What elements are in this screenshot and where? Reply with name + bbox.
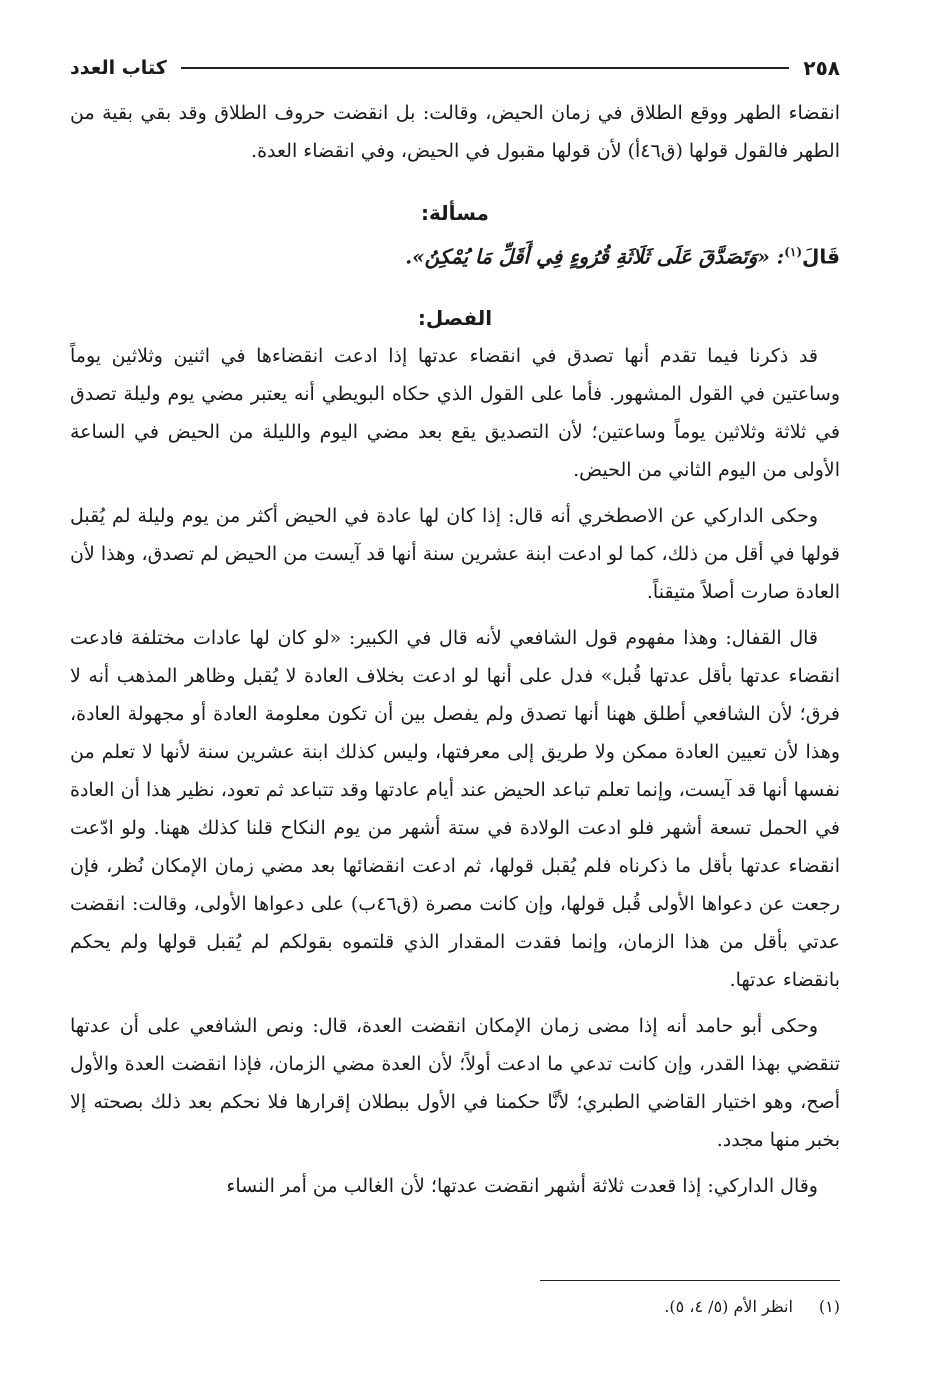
footnote-reference[interactable]: (١): [784, 245, 803, 259]
footnote-text: انظر الأم (٥/ ٤، ٥).: [664, 1297, 793, 1316]
paragraph: قد ذكرنا فيما تقدم أنها تصدق في انقضاء عدتها إذا ادعت انقضاءها في اثنين وثلاثين يوماً وساعتين في القول المشهور. فأما على القول الذي حكاه البويطي أنه يعتبر مضي يوم وليلة تصدق في ثلاثة وثلاثين يوماً وساعتين؛ لأن التصديق يقع بعد مضي اليوم والليلة من الحيض في الساعة الأولى من اليوم الثاني من الحيض.: [70, 344, 840, 481]
quoted-ruling: [70, 232, 840, 277]
paragraph-continuation: انقضاء الطهر ووقع الطلاق في زمان الحيض، وقالت: بل انقضت حروف الطلاق وقد بقي بقية من الطهر فالقول قولها (ق٤٦أ) لأن قولها مقبول في الحيض، وفي انقضاء العدة.: [70, 102, 840, 162]
paragraph: وحكى أبو حامد أنه إذا مضى زمان الإمكان انقضت العدة، قال: ونص الشافعي على أن عدتها تنقضي بهذا القدر، وإن كانت تدعي ما ادعت أولاً؛ لأن العدة مضي الزمان، فإذا انقضت العدة والأول أصح، وهو اختيار القاضي الطبري؛ لأنَّا حكمنا في الأول ببطلان إقرارها فلا نحكم بعد ذلك بصحته إلا بخبر منها مجدد.: [70, 1014, 840, 1151]
book-page: [70, 48, 840, 1358]
running-header: [70, 48, 840, 88]
masala-heading: مسألة:: [421, 201, 489, 225]
footnote-rule: [540, 1280, 840, 1281]
paragraph: قال القفال: وهذا مفهوم قول الشافعي لأنه قال في الكبير: «لو كان لها عادات مختلفة فادعت انقضاء عدتها بأقل عدتها قُبل» فدل على أنها لو ادعت بخلاف العادة لا يُقبل وظاهر المذهب أنه لا فرق؛ لأن الشافعي أطلق ههنا أنها تصدق ولم يفصل بين أن تكون معلومة العادة أو مجهولة العادة، وهذا لأن تعيين العادة ممكن ولا طريق إلى معرفتها، وليس كذلك ابنة عشرين سنة لأنها لا تعلم من نفسها أنها قد آيست، وإنما تعلم تباعد الحيض عند أيام عادتها وقد تتباعد ثم تعود، نظير هذا أن العادة في الحمل تسعة أشهر فلو ادعت الولادة في ستة أشهر من يوم النكاح قلنا كذلك ههنا. ولو ادّعت انقضاء عدتها بأقل ما ذكرناه فلم يُقبل قولها، ثم ادعت انقضائها بعد مضي زمان الإمكان نُظر، فإن رجعت عن دعواها الأولى قُبل قولها، وإن كانت مصرة (ق٤٦ب) على دعواها الأولى، وقالت: انقضت عدتي بأقل من هذا الزمان، وإنما فقدت المقدار الذي قلتموه بقولكم لم يُقبل قولها ولم يحكم بانقضاء عدتها.: [70, 626, 841, 991]
qal-label: قَالَ: [802, 244, 840, 269]
running-title: كتاب العدد: [70, 56, 167, 79]
page-number: ٢٥٨: [803, 56, 840, 80]
paragraph: وقال الداركي: إذا قعدت ثلاثة أشهر انقضت عدتها؛ لأن الغالب من أمر النساء: [226, 1174, 818, 1197]
footnote-number: (١): [818, 1297, 840, 1316]
quoted-text: : «وَتَصَدَّقَ عَلَى ثَلَاثَةِ قُرُوءٍ فِي أَقَلِّ مَا يُمْكِنُ».: [405, 244, 785, 269]
footnote: [664, 1292, 840, 1322]
header-rule: [181, 67, 790, 69]
fasl-heading: الفصل:: [417, 305, 493, 330]
paragraph: وحكى الداركي عن الاصطخري أنه قال: إذا كان لها عادة في الحيض أكثر من يوم وليلة لم يُقبل قولها في أقل من ذلك، كما لو ادعت ابنة عشرين سنة أنها قد آيست من الحيض لم تصدق، وهذا لأن العادة صارت أصلاً متيقناً.: [70, 504, 840, 603]
